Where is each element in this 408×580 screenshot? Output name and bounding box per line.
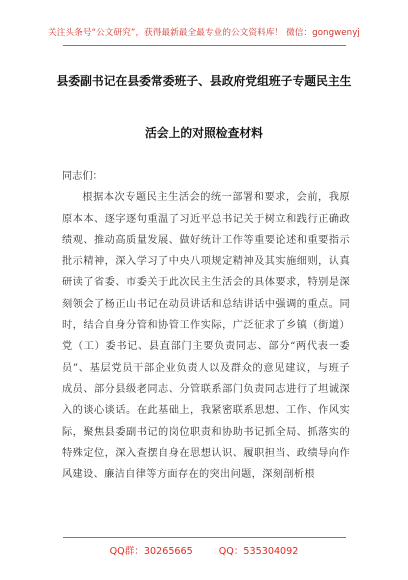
body-paragraph: 根据本次专题民主生活会的统一部署和要求，会前，我原原本本、逐字逐句重温了习近平总书记关于树立和践行正确政绩观、推动高质量发展、做好统计工作等重要论述和重要指示批示精神，深入学习了中央八项规定精神及其实施细则，认真研读了省委、市委关于此次民主生活会的具体要求，特别是深刻领会了杨正山书记在动员讲话和总结讲话中强调的重点。同时，结合自身分管和协管工作实际，广泛征求了乡镇（街道）党（工）委书记、县直部门主要负责同志、部分“两代表一委员”、基层党员干部企业负责人以及群众的意见建议，与班子成员、部分县级老同志、分管联系部门负责同志进行了坦诚深入的谈心谈话。在此基础上，我紧密联系思想、工作、作风实际，聚焦县委副书记的岗位职责和协助书记抓全局、抓落实的特殊定位，深入查摆自身在思想认识、履职担当、政绩导向作风建设、廉洁自律等方面存在的突出问题，深刻剖析根 (62, 192, 350, 481)
header-notice: 关注头条号“公文研究”，获得最新最全最专业的公文资料库！ 微信：gongwenyj (48, 28, 360, 38)
footer-contact (0, 543, 408, 557)
footer-qq-group: QQ群：30265665 (109, 546, 193, 557)
document-title-line-2: 活会上的对照检查材料 (145, 126, 263, 140)
footer-qq-number: QQ：535304092 (218, 546, 299, 557)
header-divider (63, 45, 346, 46)
greeting: 同志们： (62, 171, 103, 182)
footer-divider (63, 537, 346, 538)
document-body (62, 166, 350, 485)
document-title-line-1: 县委副书记在县委常委班子、县政府党组班子专题民主生 (56, 74, 352, 88)
